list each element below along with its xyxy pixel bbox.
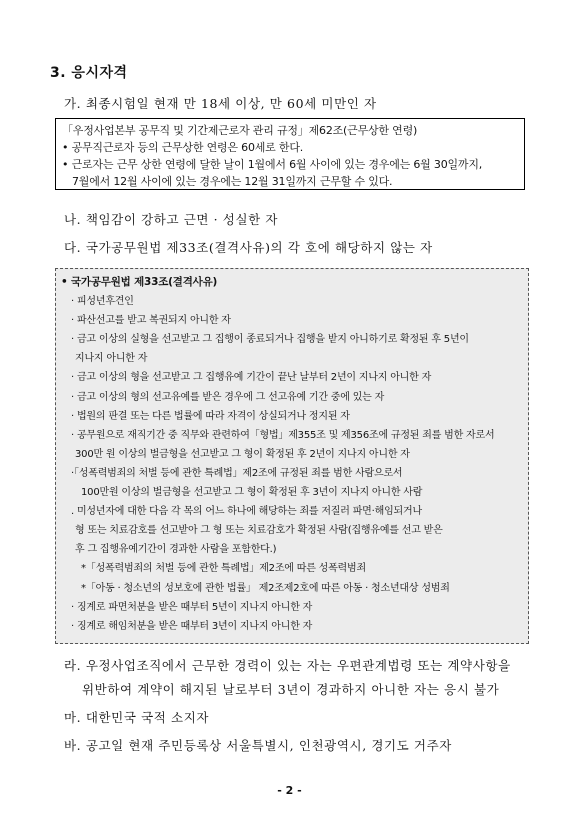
disqualification-line: . 미성년자에 대한 다음 각 목의 어느 하나에 해당하는 죄를 저질러 파면·해임되거나 [71, 506, 422, 518]
age-limit-box-title: 「우정사업본부 공무직 및 기간제근로자 관리 규정」제62조(근무상한 연령) [62, 124, 418, 137]
item-ra-continued: 위반하여 계약이 해지된 날로부터 3년이 경과하지 아니한 자는 응시 불가 [82, 682, 500, 697]
disqualification-line: ·「성폭력범죄의 처벌 등에 관한 특례법」제2조에 규정된 죄를 범한 사람으로서 [71, 467, 403, 479]
disqualification-line: 300만 원 이상의 벌금형을 선고받고 그 형이 확정된 후 2년이 지나지 아니한 자 [75, 448, 410, 460]
disqualification-line: 100만원 이상의 벌금형을 선고받고 그 형이 확정된 후 3년이 지나지 아니한 사람 [81, 487, 423, 499]
disqualification-box [55, 268, 529, 644]
disqualification-line: · 징계로 해임처분을 받은 때부터 3년이 지나지 아니한 자 [71, 620, 313, 632]
disqualification-line: 후 그 집행유예기간이 경과한 사람을 포함한다.) [75, 544, 277, 556]
disqualification-line: · 법원의 판결 또는 다른 법률에 따라 자격이 상실되거나 정지된 자 [71, 410, 350, 422]
item-na: 나. 책임감이 강하고 근면 · 성실한 자 [64, 212, 279, 227]
disqualification-box-title: • 국가공무원법 제33조(결격사유) [61, 276, 218, 288]
item-ga: 가. 최종시험일 현재 만 18세 이상, 만 60세 미만인 자 [64, 96, 377, 111]
disqualification-line: · 공무원으로 재직기간 중 직무와 관련하여「형법」제355조 및 제356조에 규정된 죄를 범한 자로서 [71, 429, 495, 441]
item-ma: 마. 대한민국 국적 소지자 [64, 710, 210, 725]
age-limit-box [55, 118, 525, 190]
item-da: 다. 국가공무원법 제33조(결격사유)의 각 호에 해당하지 않는 자 [64, 240, 433, 255]
disqualification-line: *「아동 · 청소년의 성보호에 관한 법률」 제2조제2호에 따른 아동 · 청소년대상 성범죄 [81, 582, 450, 594]
age-limit-line: • 공무직근로자 등의 근무상한 연령은 60세로 한다. [62, 141, 304, 154]
disqualification-line: · 금고 이상의 형의 선고유예를 받은 경우에 그 선고유예 기간 중에 있는 자 [71, 391, 385, 403]
item-ra: 라. 우정사업조직에서 근무한 경력이 있는 자는 우편관계법령 또는 계약사항을 [64, 658, 511, 673]
disqualification-line: · 파산선고를 받고 복권되지 아니한 자 [71, 315, 231, 327]
disqualification-line: 지나지 아니한 자 [75, 353, 148, 365]
disqualification-line: *「성폭력범죄의 처벌 등에 관한 특례법」제2조에 따른 성폭력범죄 [81, 563, 366, 575]
disqualification-line: 형 또는 치료감호를 선고받아 그 형 또는 치료감호가 확정된 사람(집행유예를 선고 받은 [75, 525, 443, 537]
disqualification-line: · 피성년후견인 [71, 296, 134, 308]
age-limit-line: 7월에서 12월 사이에 있는 경우에는 12월 31일까지 근무할 수 있다. [72, 175, 393, 188]
item-ba: 바. 공고일 현재 주민등록상 서울특별시, 인천광역시, 경기도 거주자 [64, 738, 452, 753]
age-limit-line: • 근로자는 근무 상한 연령에 달한 날이 1월에서 6월 사이에 있는 경우에는 6월 30일까지, [62, 158, 483, 171]
disqualification-line: · 징계로 파면처분을 받은 때부터 5년이 지나지 아니한 자 [71, 601, 313, 613]
disqualification-line: · 금고 이상의 형을 선고받고 그 집행유예 기간이 끝난 날부터 2년이 지나지 아니한 자 [71, 372, 432, 384]
disqualification-line: · 금고 이상의 실형을 선고받고 그 집행이 종료되거나 집행을 받지 아니하기로 확정된 후 5년이 [71, 334, 469, 346]
page-number: - 2 - [277, 784, 302, 797]
section-title: 3. 응시자격 [50, 65, 128, 81]
